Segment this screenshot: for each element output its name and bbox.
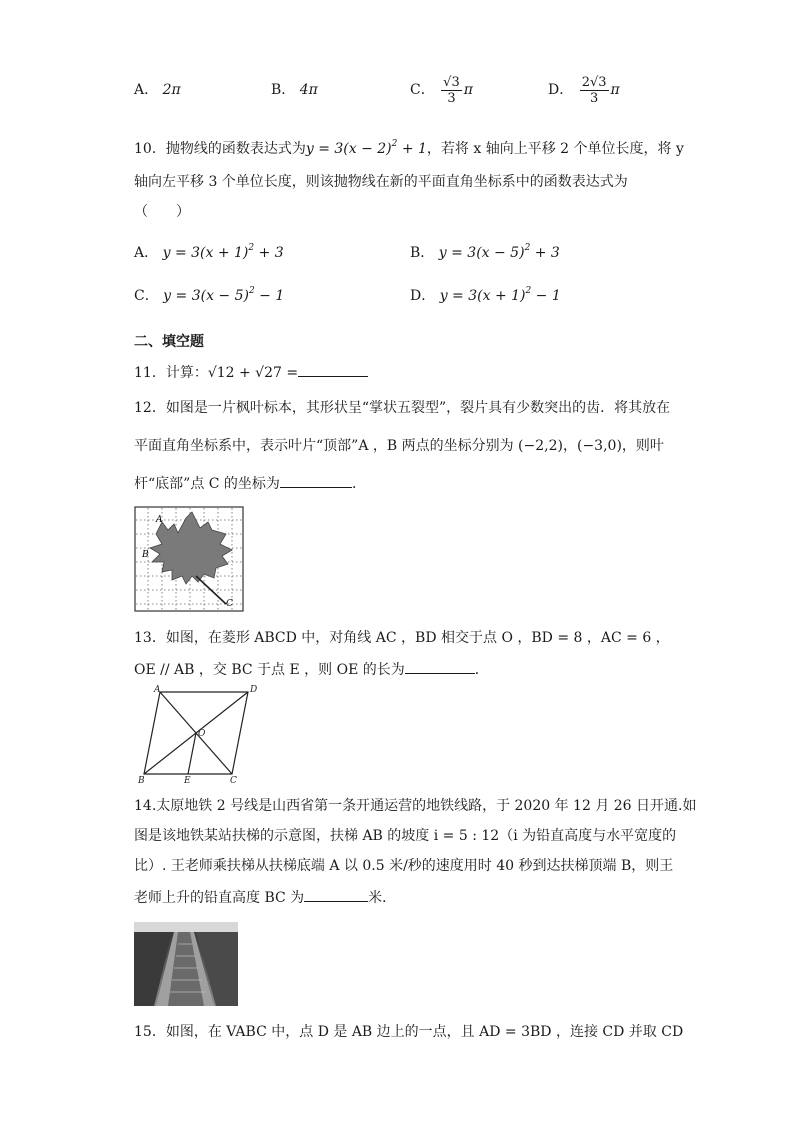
q12-line2: 平面直角坐标系中，表示叶片“顶部”A ，B 两点的坐标分别为 (−2,2)，(−3,0)，则叶 <box>134 438 664 454</box>
pi-symbol: π <box>610 82 620 98</box>
formula-part: y = 3(x − 2) <box>305 141 392 157</box>
answer-blank[interactable] <box>304 901 368 902</box>
q10-text: ，若将 x 轴向上平移 2 个单位长度，将 y <box>426 141 684 157</box>
fraction <box>580 75 609 106</box>
q11 <box>134 363 368 383</box>
exponent: 2 <box>525 286 532 296</box>
numerator: √3 <box>443 74 460 90</box>
label-e: E <box>184 776 191 786</box>
q12-text: ． <box>351 476 366 492</box>
label-b: B <box>142 550 149 560</box>
pi-symbol: π <box>463 82 473 98</box>
q10-option-d <box>410 281 561 306</box>
q13-text: OE // AB ，交 BC 于点 E ，则 OE 的长为 <box>134 662 405 678</box>
option-text: 2π <box>162 82 181 98</box>
label-b: B <box>138 776 145 786</box>
q14-line3: 比）. 王老师乘扶梯从扶梯底端 A 以 0.5 米/秒的速度用时 40 秒到达扶梯顶端 B，则王 <box>134 858 674 874</box>
q10-option-a <box>134 238 284 263</box>
numerator: 2√3 <box>581 74 607 90</box>
q11-text: 11．计算：√12 + √27 = <box>134 365 299 381</box>
denominator: 3 <box>589 90 599 106</box>
option-letter: A． <box>134 82 159 98</box>
q15-line1: 15．如图，在 VABC 中，点 D 是 AB 边上的一点，且 AD = 3BD ，连接 CD 并取 CD <box>134 1024 684 1040</box>
q12-line3 <box>134 474 366 494</box>
label-c: C <box>226 599 233 609</box>
label-o: O <box>198 729 206 739</box>
label-a: A <box>156 515 163 525</box>
q14-line4 <box>134 888 396 908</box>
formula-part: y = 3(x + 1) <box>439 288 526 304</box>
q13-line1: 13．如图，在菱形 ABCD 中，对角线 AC ，BD 相交于点 O ，BD = 8 ，AC = 6 ， <box>134 630 670 646</box>
formula-part: + 3 <box>530 245 560 261</box>
q13-line2 <box>134 660 489 680</box>
answer-blank[interactable] <box>405 673 475 674</box>
formula-part: + 3 <box>254 245 284 261</box>
formula-part: − 1 <box>531 288 561 304</box>
formula-part: + 1 <box>397 141 427 157</box>
option-letter: B． <box>410 245 435 261</box>
q10-option-b <box>410 238 560 263</box>
denominator: 3 <box>447 90 456 106</box>
q9-option-d <box>548 74 620 106</box>
formula-part: − 1 <box>254 288 285 304</box>
escalator-photo <box>134 922 238 1006</box>
q9-option-c <box>410 74 473 106</box>
maple-leaf-figure <box>134 506 244 612</box>
segment-oe <box>188 733 196 774</box>
q12-line1: 12．如图是一片枫叶标本，其形状呈“掌状五裂型”，裂片具有少数突出的齿．将其放在 <box>134 400 671 416</box>
q9-option-b <box>271 80 318 100</box>
fraction <box>441 75 462 106</box>
option-letter: D． <box>548 82 574 98</box>
label-a: A <box>154 685 161 695</box>
label-c: C <box>230 776 237 786</box>
formula-part: y = 3(x + 1) <box>162 245 249 261</box>
q12-text: 杆“底部”点 C 的坐标为 <box>134 476 280 492</box>
q10-text: 10．抛物线的函数表达式为 <box>134 141 306 157</box>
q14-line1: 14.太原地铁 2 号线是山西省第一条开通运营的地铁线路，于 2020 年 12 月 26 日开通.如 <box>134 798 697 814</box>
exponent: 2 <box>391 139 398 149</box>
exponent: 2 <box>524 243 531 253</box>
option-letter: A． <box>134 245 159 261</box>
option-letter: C． <box>410 82 435 98</box>
q10-option-c <box>134 281 284 306</box>
section-heading: 二、填空题 <box>134 334 204 350</box>
exponent: 2 <box>248 286 255 296</box>
option-text: 4π <box>299 82 318 98</box>
q13-text: ． <box>474 662 489 678</box>
rhombus-figure <box>134 684 264 786</box>
q10-formula <box>306 141 427 157</box>
q14-line2: 图是该地铁某站扶梯的示意图，扶梯 AB 的坡度 i = 5 : 12（i 为铅直高度与水平宽度的 <box>134 828 677 844</box>
option-letter: B． <box>271 82 296 98</box>
answer-blank[interactable] <box>298 376 368 377</box>
exponent: 2 <box>248 243 255 253</box>
q10-answer-paren: （ ） <box>134 204 190 220</box>
option-letter: C． <box>134 288 159 304</box>
formula-part: y = 3(x − 5) <box>438 245 525 261</box>
answer-blank[interactable] <box>280 487 352 488</box>
q10-line2: 轴向左平移 3 个单位长度，则该抛物线在新的平面直角坐标系中的函数表达式为 <box>134 174 628 190</box>
q14-text: 米． <box>368 890 397 906</box>
formula-part: y = 3(x − 5) <box>163 288 249 304</box>
q9-option-a <box>134 80 181 100</box>
q14-text: 老师上升的铅直高度 BC 为 <box>134 890 305 906</box>
escalator-image <box>134 922 238 1006</box>
option-letter: D． <box>410 288 436 304</box>
q10-line1 <box>134 134 684 159</box>
label-d: D <box>250 685 258 695</box>
